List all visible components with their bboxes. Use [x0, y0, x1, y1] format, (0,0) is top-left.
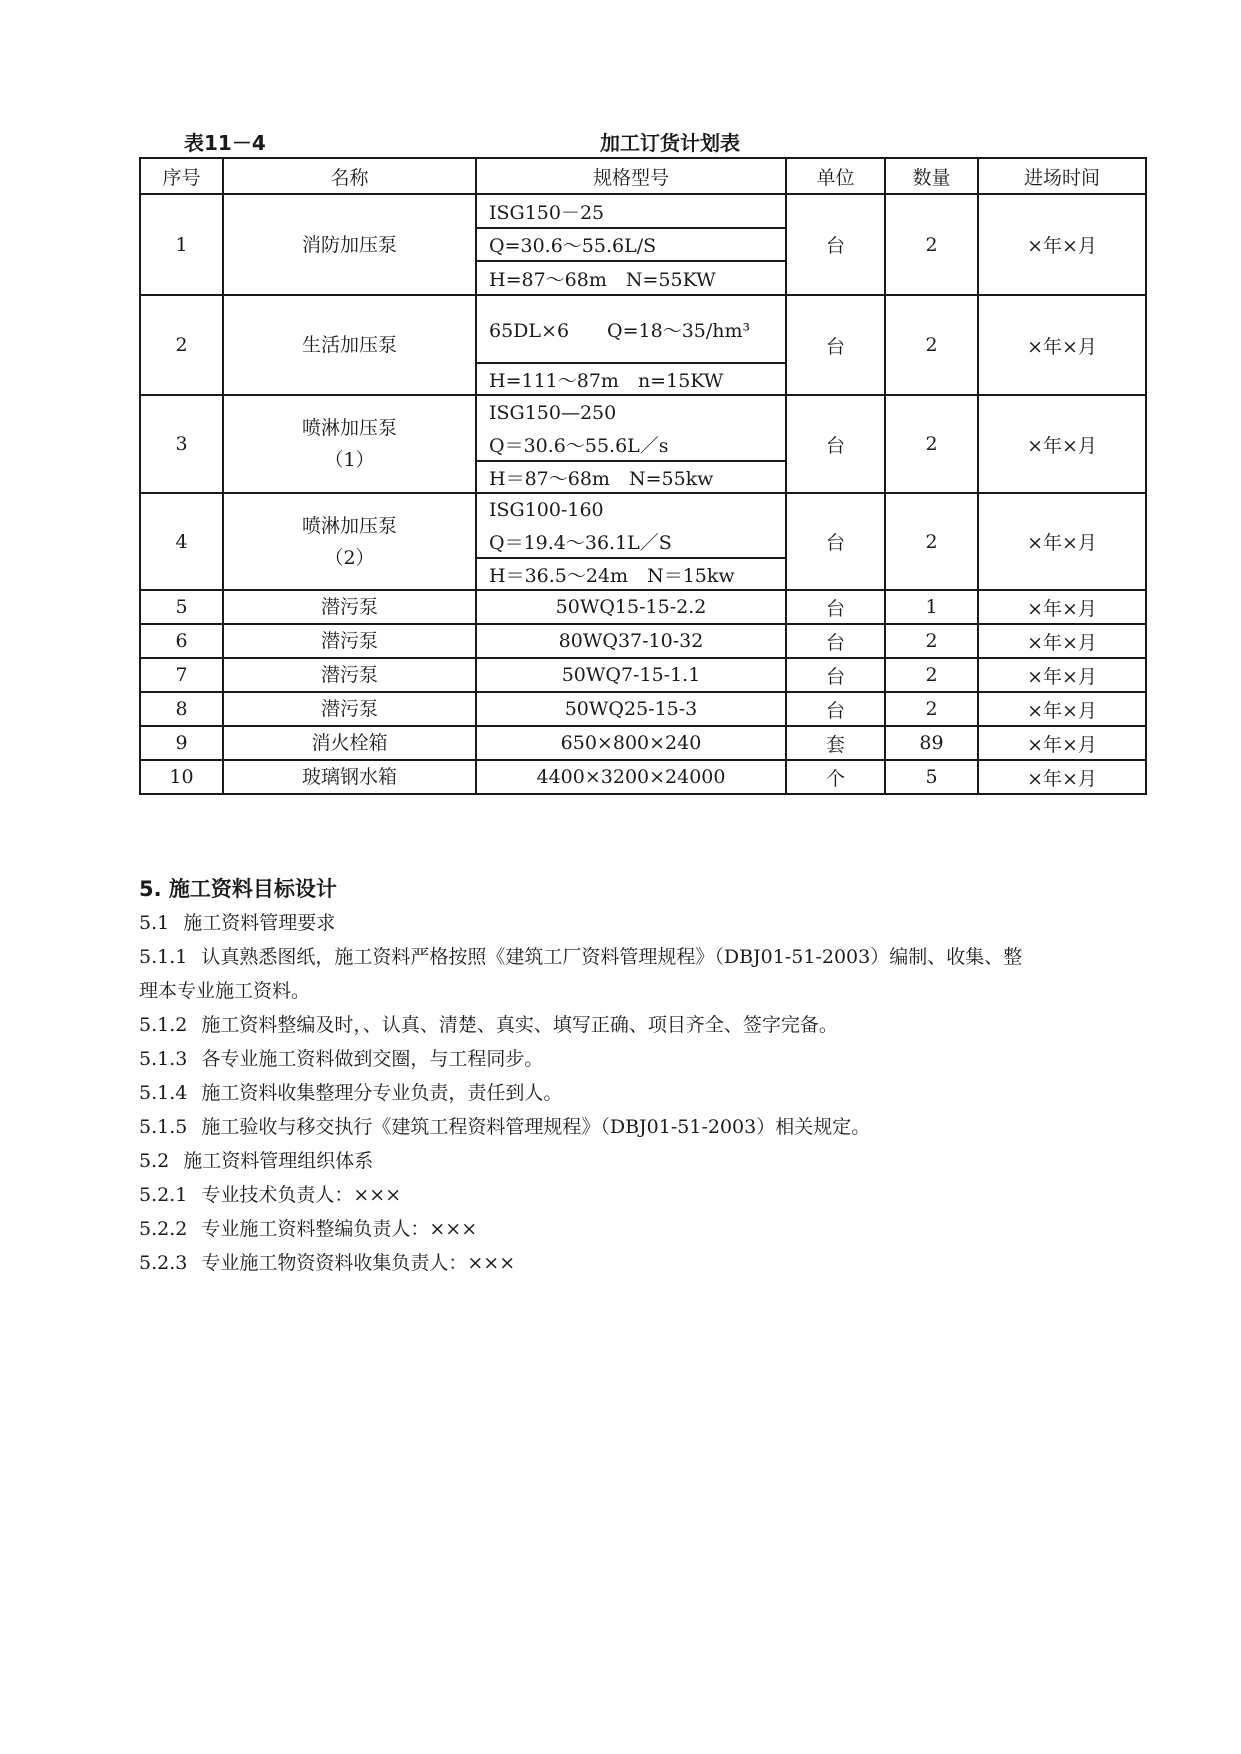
name-line: 潜污泵 — [320, 664, 378, 686]
paragraph-text: 专业技术负责人：××× — [201, 1184, 402, 1206]
unit-cell: 台 — [786, 395, 885, 493]
paragraph-number: 5.1.1 — [139, 946, 188, 968]
row-number-cell: 8 — [140, 692, 223, 726]
paragraph-text: 施工资料管理组织体系 — [183, 1150, 374, 1172]
row-number-cell: 10 — [140, 760, 223, 794]
spec-cell: H=111～87m n=15KW — [476, 363, 786, 395]
header-cell: 规格型号 — [476, 158, 786, 194]
arrival-time-cell: ×年×月 — [978, 760, 1146, 794]
paragraph — [139, 940, 1145, 974]
arrival-time-cell: ×年×月 — [978, 590, 1146, 624]
paragraph — [139, 974, 1145, 1008]
paragraph-text: 施工资料管理要求 — [183, 912, 336, 934]
row-number-cell: 3 — [140, 395, 223, 493]
table-row — [140, 760, 1146, 794]
paragraph-number: 5.2.1 — [139, 1184, 188, 1206]
paragraph — [139, 1008, 1145, 1042]
quantity-cell: 2 — [885, 624, 978, 658]
paragraph-number: 5.2.3 — [139, 1252, 188, 1274]
spec-cell: H＝36.5～24m N＝15kw — [476, 558, 786, 590]
name-cell — [223, 726, 476, 760]
name-line: 消火栓箱 — [311, 732, 388, 754]
unit-cell: 个 — [786, 760, 885, 794]
unit-cell: 台 — [786, 295, 885, 395]
quantity-cell: 1 — [885, 590, 978, 624]
quantity-cell: 2 — [885, 194, 978, 295]
paragraph-number: 5.2.2 — [139, 1218, 188, 1240]
paragraph-text: 认真熟悉图纸，施工资料严格按照《建筑工厂资料管理规程》（DBJ01-51-2003）编制、收集、整 — [201, 946, 1023, 968]
header-cell: 序号 — [140, 158, 223, 194]
paragraph-number: 5.2 — [139, 1150, 170, 1172]
name-cell — [223, 760, 476, 794]
arrival-time-cell: ×年×月 — [978, 295, 1146, 395]
paragraph-number: 5.1.5 — [139, 1116, 188, 1138]
paragraph-text: 施工资料收集整理分专业负责，责任到人。 — [201, 1082, 563, 1104]
spec-cell: 650×800×240 — [476, 726, 786, 760]
row-number-cell: 5 — [140, 590, 223, 624]
paragraph-text: 施工资料整编及时，、认真、清楚、真实、填写正确、项目齐全、签字完备。 — [201, 1014, 838, 1036]
spec-cell: ISG100-160 — [476, 493, 786, 525]
paragraph-text: 理本专业施工资料。 — [139, 980, 311, 1002]
name-cell — [223, 624, 476, 658]
quantity-cell: 89 — [885, 726, 978, 760]
name-cell — [223, 295, 476, 395]
name-cell — [223, 493, 476, 590]
quantity-cell: 5 — [885, 760, 978, 794]
paragraph-number: 5.1.4 — [139, 1082, 188, 1104]
unit-cell: 台 — [786, 493, 885, 590]
paragraph-text: 专业施工资料整编负责人：××× — [201, 1218, 478, 1240]
arrival-time-cell: ×年×月 — [978, 493, 1146, 590]
unit-cell: 台 — [786, 194, 885, 295]
spec-cell: Q=30.6～55.6L/S — [476, 228, 786, 261]
arrival-time-cell: ×年×月 — [978, 692, 1146, 726]
row-number-cell: 6 — [140, 624, 223, 658]
arrival-time-cell: ×年×月 — [978, 726, 1146, 760]
paragraph-number: 5.1.2 — [139, 1014, 188, 1036]
quantity-cell: 2 — [885, 493, 978, 590]
spec-cell: 50WQ15-15-2.2 — [476, 590, 786, 624]
section-heading: 5. 施工资料目标设计 — [139, 877, 337, 901]
name-line: 玻璃钢水箱 — [301, 766, 397, 788]
spec-cell: ISG150－25 — [476, 194, 786, 228]
paragraph — [139, 1178, 1145, 1212]
quantity-cell: 2 — [885, 395, 978, 493]
name-line: 喷淋加压泵 — [301, 514, 397, 537]
row-number-cell: 1 — [140, 194, 223, 295]
header-cell: 进场时间 — [978, 158, 1146, 194]
paragraph-text: 各专业施工资料做到交圈，与工程同步。 — [201, 1048, 544, 1070]
unit-cell: 台 — [786, 692, 885, 726]
unit-cell: 台 — [786, 658, 885, 692]
name-cell — [223, 658, 476, 692]
spec-cell: 4400×3200×24000 — [476, 760, 786, 794]
paragraph-number: 5.1 — [139, 912, 170, 934]
paragraph — [139, 1076, 1145, 1110]
unit-cell: 套 — [786, 726, 885, 760]
row-number-cell: 4 — [140, 493, 223, 590]
name-cell — [223, 395, 476, 493]
paragraph-text: 施工验收与移交执行《建筑工程资料管理规程》（DBJ01-51-2003）相关规定。 — [201, 1116, 871, 1138]
header-cell: 名称 — [223, 158, 476, 194]
paragraph-text: 专业施工物资资料收集负责人：××× — [201, 1252, 516, 1274]
spec-cell: ISG150—250 — [476, 395, 786, 429]
spec-cell: H＝87～68m N=55kw — [476, 461, 786, 493]
paragraph — [139, 906, 1145, 940]
paragraph — [139, 1212, 1145, 1246]
row-number-cell: 7 — [140, 658, 223, 692]
order-plan-table — [139, 157, 1147, 795]
table-number: 表11－4 — [184, 131, 266, 155]
table-row — [140, 493, 1146, 525]
table-row — [140, 692, 1146, 726]
table-row — [140, 590, 1146, 624]
name-line: 生活加压泵 — [301, 334, 397, 356]
table-row — [140, 658, 1146, 692]
name-line: 消防加压泵 — [301, 233, 397, 256]
name-line: （2） — [324, 546, 375, 569]
quantity-cell: 2 — [885, 295, 978, 395]
table-row — [140, 194, 1146, 228]
spec-cell: H=87～68m N=55KW — [476, 261, 786, 295]
spec-cell: 65DL×6 Q=18～35/hm³ — [476, 295, 786, 363]
unit-cell: 台 — [786, 624, 885, 658]
paragraph-number: 5.1.3 — [139, 1048, 188, 1070]
spec-cell: Q＝19.4～36.1L／S — [476, 525, 786, 558]
name-line: 潜污泵 — [320, 596, 378, 618]
arrival-time-cell: ×年×月 — [978, 395, 1146, 493]
name-line: 潜污泵 — [320, 630, 378, 652]
spec-cell: 80WQ37-10-32 — [476, 624, 786, 658]
name-cell — [223, 590, 476, 624]
arrival-time-cell: ×年×月 — [978, 624, 1146, 658]
header-cell: 数量 — [885, 158, 978, 194]
unit-cell: 台 — [786, 590, 885, 624]
table-header-row — [140, 158, 1146, 194]
spec-cell: 50WQ7-15-1.1 — [476, 658, 786, 692]
paragraph — [139, 1042, 1145, 1076]
table-row — [140, 395, 1146, 429]
name-line: （1） — [324, 449, 375, 471]
name-cell — [223, 194, 476, 295]
quantity-cell: 2 — [885, 692, 978, 726]
name-cell — [223, 692, 476, 726]
paragraph — [139, 1144, 1145, 1178]
header-cell: 单位 — [786, 158, 885, 194]
table-title: 加工订货计划表 — [600, 131, 740, 155]
paragraph — [139, 1110, 1145, 1144]
row-number-cell: 2 — [140, 295, 223, 395]
arrival-time-cell: ×年×月 — [978, 658, 1146, 692]
table-row — [140, 624, 1146, 658]
arrival-time-cell: ×年×月 — [978, 194, 1146, 295]
paragraph — [139, 1246, 1145, 1280]
table-row — [140, 726, 1146, 760]
quantity-cell: 2 — [885, 658, 978, 692]
name-line: 喷淋加压泵 — [301, 417, 397, 439]
table-row — [140, 295, 1146, 363]
row-number-cell: 9 — [140, 726, 223, 760]
spec-cell: 50WQ25-15-3 — [476, 692, 786, 726]
name-line: 潜污泵 — [320, 698, 378, 720]
spec-cell: Q＝30.6～55.6L／s — [476, 429, 786, 461]
